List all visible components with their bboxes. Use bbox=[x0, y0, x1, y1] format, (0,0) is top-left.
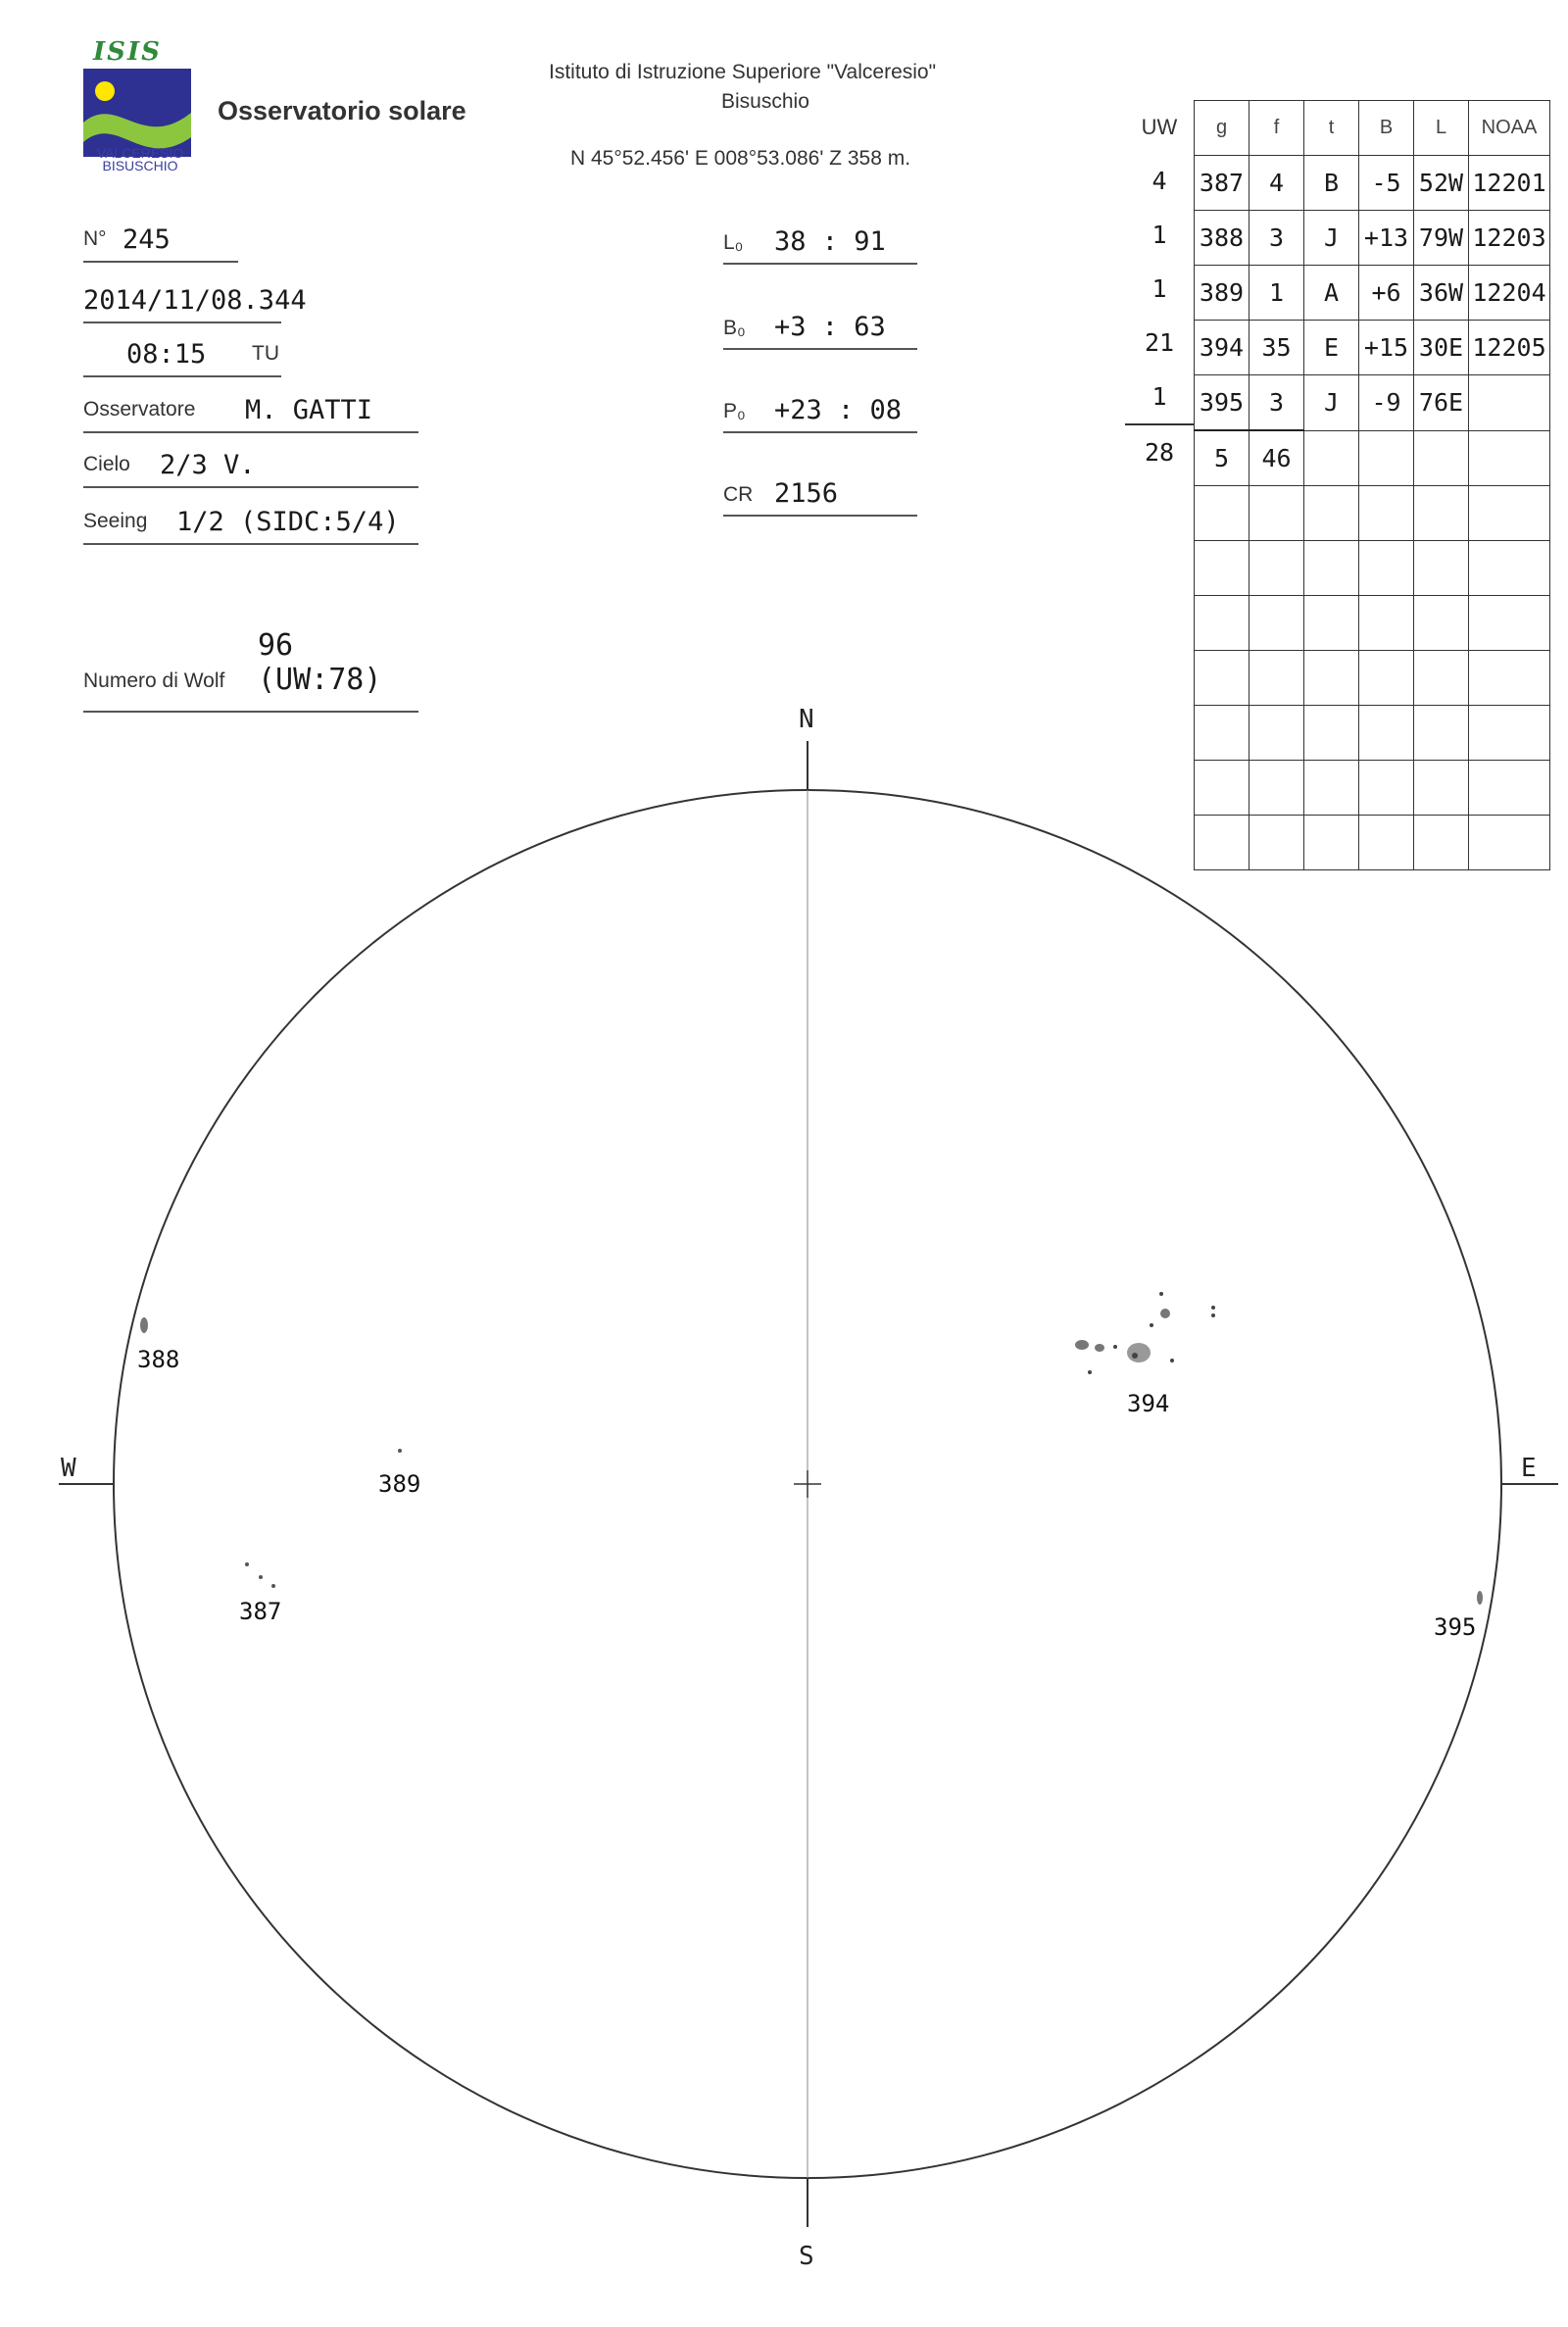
table-cell: 52W bbox=[1414, 156, 1469, 211]
table-cell bbox=[1359, 541, 1414, 596]
time-value: 08:15 bbox=[126, 339, 207, 370]
col-f-header: f bbox=[1250, 101, 1304, 156]
col-t-header: t bbox=[1304, 101, 1359, 156]
sunspot bbox=[1150, 1323, 1153, 1327]
table-cell: -9 bbox=[1359, 375, 1414, 431]
table-cell bbox=[1469, 375, 1550, 431]
logo-subtitle bbox=[86, 147, 194, 173]
table-cell bbox=[1359, 486, 1414, 541]
table-cell bbox=[1359, 430, 1414, 486]
west-label: W bbox=[61, 1454, 76, 1483]
sunspot bbox=[259, 1575, 263, 1579]
table-cell: 12205 bbox=[1469, 321, 1550, 375]
table-cell: 4 bbox=[1250, 156, 1304, 211]
sunspot bbox=[1127, 1343, 1151, 1362]
table-cell bbox=[1195, 596, 1250, 651]
table-cell: 395 bbox=[1195, 375, 1250, 431]
solar-disk-drawing bbox=[0, 686, 1568, 2327]
uw-column bbox=[1125, 100, 1194, 479]
table-cell bbox=[1414, 541, 1469, 596]
table-cell: B bbox=[1304, 156, 1359, 211]
sunspot bbox=[398, 1449, 402, 1453]
uw-cell: 4 bbox=[1152, 167, 1167, 195]
table-cell bbox=[1304, 430, 1359, 486]
uw-cell: 1 bbox=[1152, 221, 1167, 249]
sunspot bbox=[1075, 1340, 1089, 1350]
sunspot bbox=[1211, 1306, 1215, 1310]
ephemeris-value: 2156 bbox=[774, 478, 839, 509]
table-cell: 79W bbox=[1414, 211, 1469, 266]
ephemeris-p0 bbox=[723, 382, 917, 433]
table-cell bbox=[1469, 596, 1550, 651]
table-cell bbox=[1469, 430, 1550, 486]
wolf-value: 96 (UW:78) bbox=[258, 628, 382, 697]
sunspot bbox=[1170, 1359, 1174, 1362]
table-row bbox=[1195, 596, 1550, 651]
sky-field bbox=[83, 439, 418, 488]
observatory-coordinates: N 45°52.456' E 008°53.086' Z 358 m. bbox=[570, 147, 911, 170]
institute-name: Istituto di Istruzione Superiore "Valceresio" bbox=[549, 61, 937, 83]
table-cell bbox=[1359, 596, 1414, 651]
wolf-label: Numero di Wolf bbox=[83, 669, 225, 692]
col-l-header: L bbox=[1414, 101, 1469, 156]
table-cell: 388 bbox=[1195, 211, 1250, 266]
table-cell: 387 bbox=[1195, 156, 1250, 211]
date-field bbox=[83, 274, 307, 323]
group-label-395: 395 bbox=[1434, 1613, 1477, 1641]
total-g: 5 bbox=[1195, 430, 1250, 486]
sunspot bbox=[1088, 1370, 1092, 1374]
sunspot bbox=[245, 1562, 249, 1566]
sky-label: Cielo bbox=[83, 453, 130, 475]
table-row bbox=[1195, 541, 1550, 596]
logo-text: ISIS bbox=[93, 37, 162, 67]
logo-sub-line2: BISUSCHIO bbox=[102, 158, 178, 173]
col-g-header: g bbox=[1195, 101, 1250, 156]
date-value: 2014/11/08.344 bbox=[83, 285, 307, 316]
sunspot bbox=[1160, 1309, 1170, 1318]
south-label: S bbox=[799, 2242, 814, 2271]
uw-header: UW bbox=[1141, 115, 1178, 139]
observer-value: M. GATTI bbox=[245, 395, 373, 425]
table-row bbox=[1195, 375, 1550, 431]
table-cell: A bbox=[1304, 266, 1359, 321]
table-cell: 3 bbox=[1250, 211, 1304, 266]
group-label-388: 388 bbox=[137, 1346, 180, 1373]
table-cell bbox=[1250, 541, 1304, 596]
ephemeris-label: CR bbox=[723, 483, 754, 506]
sunspot bbox=[140, 1317, 148, 1333]
uw-cell: 21 bbox=[1144, 328, 1175, 357]
uw-cell: 1 bbox=[1152, 274, 1167, 303]
table-cell bbox=[1304, 486, 1359, 541]
ephemeris-value: 38 : 91 bbox=[774, 226, 886, 257]
table-cell: +13 bbox=[1359, 211, 1414, 266]
number-field bbox=[83, 214, 238, 263]
ephemeris-label: L₀ bbox=[723, 231, 744, 254]
table-cell: -5 bbox=[1359, 156, 1414, 211]
table-cell: +15 bbox=[1359, 321, 1414, 375]
observer-label: Osservatore bbox=[83, 398, 196, 421]
sunspot bbox=[271, 1584, 275, 1588]
table-cell bbox=[1250, 596, 1304, 651]
table-cell: 36W bbox=[1414, 266, 1469, 321]
total-f: 46 bbox=[1250, 430, 1304, 486]
col-b-header: B bbox=[1359, 101, 1414, 156]
east-label: E bbox=[1521, 1454, 1537, 1483]
table-cell bbox=[1414, 486, 1469, 541]
table-cell: E bbox=[1304, 321, 1359, 375]
table-cell: 12204 bbox=[1469, 266, 1550, 321]
table-row bbox=[1195, 156, 1550, 211]
number-label: N° bbox=[83, 227, 107, 250]
table-row bbox=[1195, 321, 1550, 375]
uw-cell: 1 bbox=[1152, 382, 1167, 411]
seeing-label: Seeing bbox=[83, 510, 148, 532]
table-header-row bbox=[1195, 101, 1550, 156]
ephemeris-value: +23 : 08 bbox=[774, 395, 903, 425]
institute-town: Bisuschio bbox=[721, 90, 809, 113]
uw-total: 28 bbox=[1125, 423, 1194, 479]
group-label-394: 394 bbox=[1127, 1390, 1170, 1417]
table-cell: 12203 bbox=[1469, 211, 1550, 266]
sky-value: 2/3 V. bbox=[160, 450, 256, 480]
table-cell: 389 bbox=[1195, 266, 1250, 321]
table-cell bbox=[1250, 486, 1304, 541]
table-cell: 76E bbox=[1414, 375, 1469, 431]
table-cell: J bbox=[1304, 211, 1359, 266]
observatory-title: Osservatorio solare bbox=[218, 96, 466, 125]
table-cell bbox=[1304, 596, 1359, 651]
ephemeris-label: P₀ bbox=[723, 400, 746, 422]
sunspot bbox=[1132, 1353, 1138, 1359]
table-cell: 1 bbox=[1250, 266, 1304, 321]
seeing-field bbox=[83, 496, 418, 545]
time-unit: TU bbox=[252, 342, 279, 365]
north-label: N bbox=[799, 705, 814, 734]
observer-field bbox=[83, 384, 418, 433]
table-cell: +6 bbox=[1359, 266, 1414, 321]
ephemeris-label: B₀ bbox=[723, 317, 746, 339]
sunspot bbox=[1095, 1344, 1104, 1352]
table-cell bbox=[1195, 541, 1250, 596]
table-cell: 394 bbox=[1195, 321, 1250, 375]
col-noaa-header: NOAA bbox=[1469, 101, 1550, 156]
sunspot bbox=[1477, 1591, 1483, 1605]
ephemeris-b0 bbox=[723, 299, 917, 350]
sunspot bbox=[1159, 1292, 1163, 1296]
table-cell: J bbox=[1304, 375, 1359, 431]
group-label-389: 389 bbox=[378, 1470, 421, 1498]
table-cell: 35 bbox=[1250, 321, 1304, 375]
seeing-value: 1/2 (SIDC:5/4) bbox=[176, 507, 400, 537]
table-cell bbox=[1469, 541, 1550, 596]
ephemeris-cr bbox=[723, 466, 917, 517]
sunspot bbox=[1113, 1345, 1117, 1349]
table-cell bbox=[1414, 596, 1469, 651]
number-value: 245 bbox=[122, 224, 171, 255]
table-row bbox=[1195, 211, 1550, 266]
table-totals-row bbox=[1195, 430, 1550, 486]
table-cell bbox=[1304, 541, 1359, 596]
table-row bbox=[1195, 266, 1550, 321]
table-cell: 12201 bbox=[1469, 156, 1550, 211]
logo-sub-line1: VALCERESIO bbox=[96, 145, 184, 161]
table-cell: 30E bbox=[1414, 321, 1469, 375]
table-cell: 3 bbox=[1250, 375, 1304, 431]
ephemeris-value: +3 : 63 bbox=[774, 312, 886, 342]
table-cell bbox=[1195, 486, 1250, 541]
table-row bbox=[1195, 486, 1550, 541]
table-cell bbox=[1414, 430, 1469, 486]
table-cell bbox=[1469, 486, 1550, 541]
sunspot bbox=[1211, 1313, 1215, 1317]
time-field bbox=[83, 328, 281, 377]
ephemeris-l0 bbox=[723, 214, 917, 265]
group-label-387: 387 bbox=[239, 1598, 282, 1625]
